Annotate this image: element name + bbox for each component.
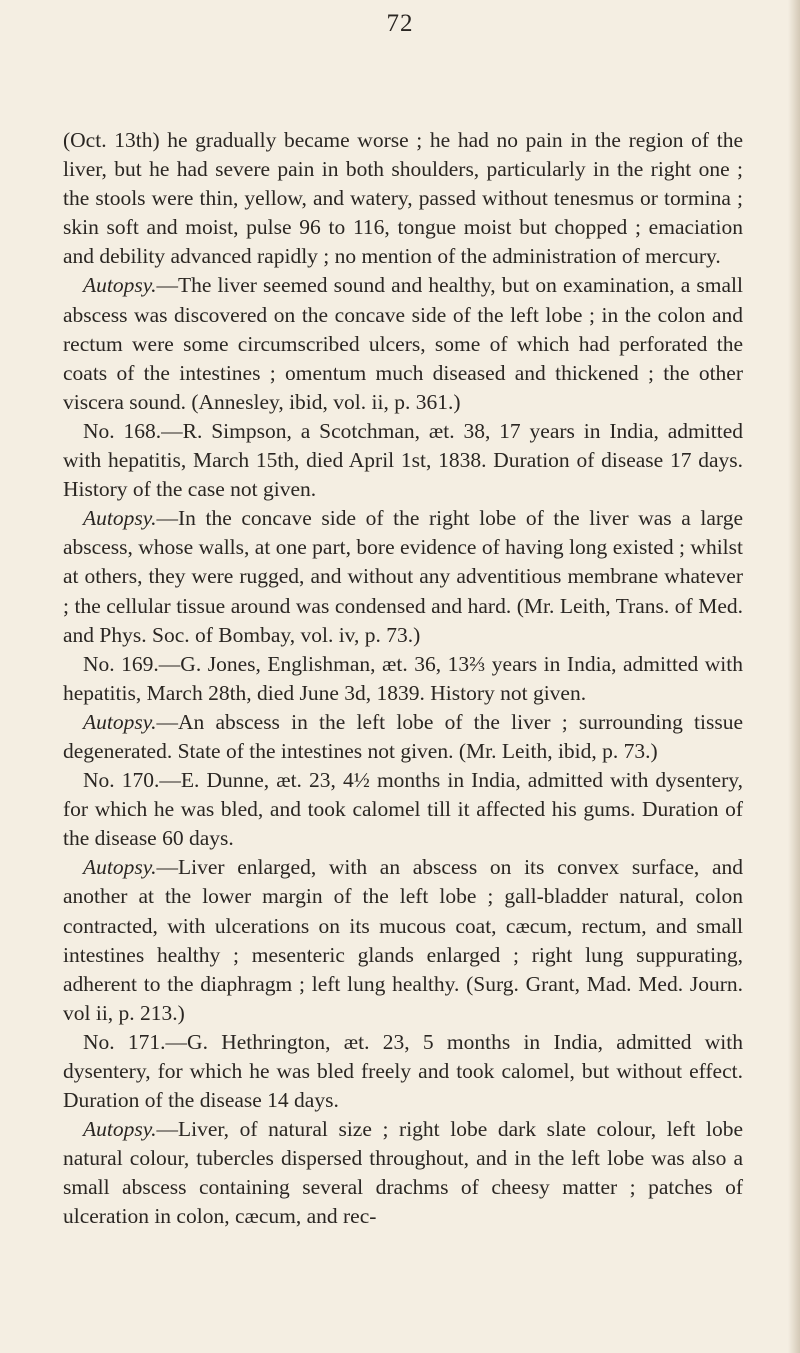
paragraph-label: Autopsy. [83,855,157,880]
case-paragraph [63,766,743,853]
case-paragraph [63,1028,743,1115]
paragraph-text: —An abscess in the left lobe of the liver ; surrounding tissue degenerated. State of the intestines not given. (Mr. Leith, ibid, p. 73.) [63,709,743,763]
paragraph [63,126,743,271]
paragraph-label: Autopsy. [83,1117,157,1142]
paragraph-label: Autopsy. [83,273,157,298]
paragraph-text: (Oct. 13th) he gradually became worse ; he had no pain in the region of the liver, but he had severe pain in both shoulders, particularly in the right one ; the stools were thin, yellow, and watery, passed without tenesmus or tormina ; skin soft and moist, pulse 96 to 116, tongue moist but chopped ; emaciation and debility advanced rapidly ; no mention of the administration of mercury. [63,128,743,269]
paragraph-label: Autopsy. [83,709,157,734]
case-paragraph [63,650,743,708]
paragraph-text: No. 169.—G. Jones, Englishman, æt. 36, 13⅔ years in India, admitted with hepatitis, March 28th, died June 3d, 1839. History not given. [63,651,743,705]
autopsy-paragraph [63,853,743,1028]
paragraph-text: No. 168.—R. Simpson, a Scotchman, æt. 38, 17 years in India, admitted with hepatitis, March 15th, died April 1st, 1838. Duration of disease 17 days. History of the case not given. [63,418,743,502]
paragraph-text: —The liver seemed sound and healthy, but on examination, a small abscess was discovered on the concave side of the left lobe ; in the colon and rectum were some circumscribed ulcers, some of which had perforated the coats of the intestines ; omentum much diseased and thickened ; the other viscera sound. (Annesley, ibid, vol. ii, p. 361.) [63,273,743,414]
autopsy-paragraph [63,271,743,416]
body-text [63,126,743,1232]
paragraph-text: No. 170.—E. Dunne, æt. 23, 4½ months in India, admitted with dysentery, for which he was bled, and took calomel till it affected his gums. Duration of the disease 60 days. [63,768,743,851]
autopsy-paragraph [63,708,743,766]
autopsy-paragraph [63,1115,743,1231]
autopsy-paragraph [63,504,743,649]
paragraph-text: —Liver, of natural size ; right lobe dark slate colour, left lobe natural colour, tubercles dispersed throughout, and in the left lobe was also a small abscess containing several drachms of cheesy matter ; patches of ulceration in colon, cæcum, and rec- [63,1117,743,1229]
paragraph-text: No. 171.—G. Hethrington, æt. 23, 5 months in India, admitted with dysentery, for which he was bled freely and took calomel, but without effect. Duration of the disease 14 days. [63,1029,743,1113]
page-number: 72 [386,10,414,37]
page-edge-shadow [788,0,800,1353]
paragraph-label: Autopsy. [83,506,157,531]
paragraph-text: —Liver enlarged, with an abscess on its convex surface, and another at the lower margin of the left lobe ; gall-bladder natural, colon contracted, with ulcerations on its mucous coat, cæcum, rectum, and small intestines healthy ; mesenteric glands enlarged ; right lung suppurating, adherent to the diaphragm ; left lung healthy. (Surg. Grant, Mad. Med. Journ. vol ii, p. 213.) [63,855,743,1025]
case-paragraph [63,417,743,504]
paragraph-text: —In the concave side of the right lobe of the liver was a large abscess, whose walls, at one part, bore evidence of having long existed ; whilst at others, they were rugged, and without any adventitious membrane whatever ; the cellular tissue around was condensed and hard. (Mr. Leith, Trans. of Med. and Phys. Soc. of Bombay, vol. iv, p. 73.) [63,506,743,647]
